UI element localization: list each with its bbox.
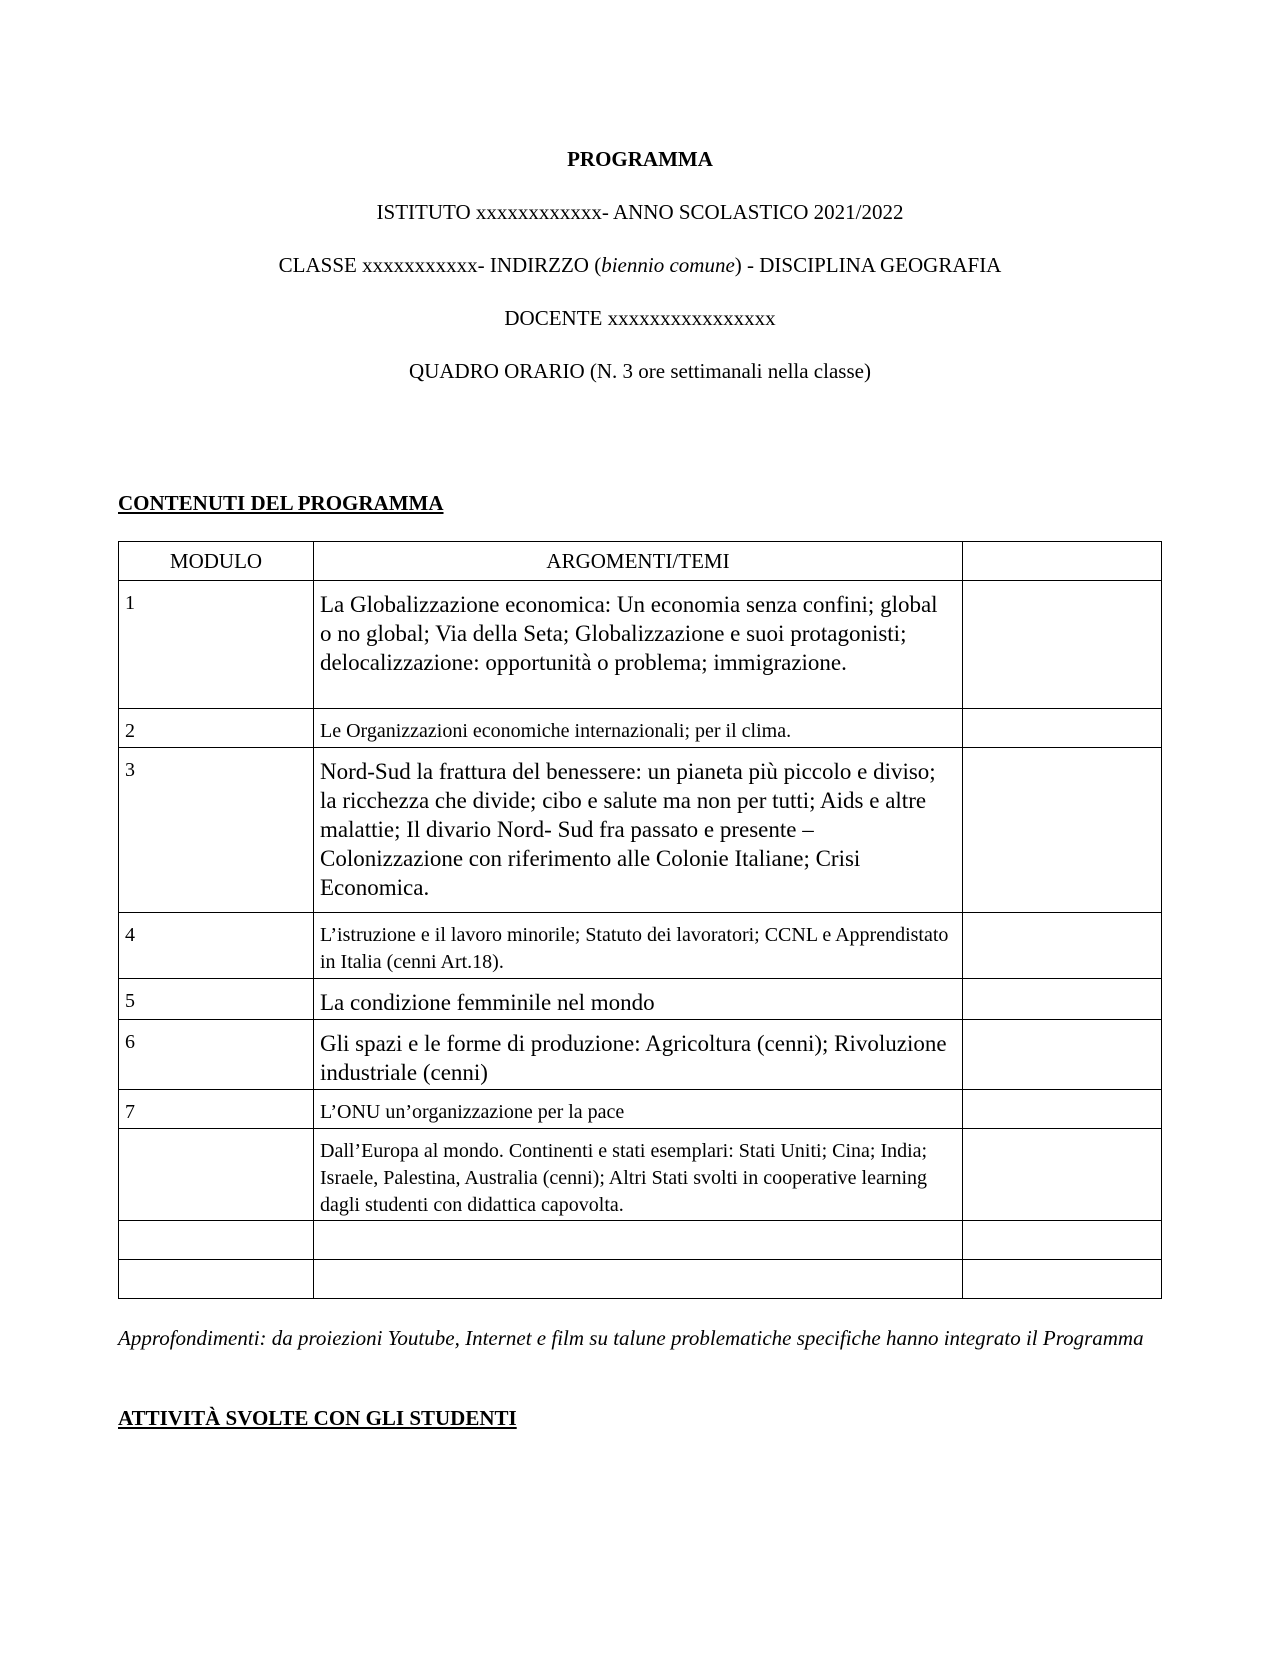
extra-cell — [963, 913, 1162, 979]
modulo-cell: 4 — [119, 913, 314, 979]
argomenti-cell: Gli spazi e le forme di produzione: Agricoltura (cenni); Rivoluzione industriale (cenni) — [314, 1020, 963, 1090]
argomenti-cell — [314, 1260, 963, 1299]
argomenti-cell — [314, 1221, 963, 1260]
modulo-cell: 1 — [119, 581, 314, 709]
table-row — [119, 1260, 1162, 1299]
modulo-cell: 5 — [119, 979, 314, 1020]
table-row — [119, 1020, 1162, 1090]
classe-indirizzo: biennio comune — [601, 253, 735, 277]
program-table — [118, 541, 1162, 1299]
argomenti-cell: L’ONU un’organizzazione per la pace — [314, 1090, 963, 1129]
argomenti-cell: Nord-Sud la frattura del benessere: un pianeta più piccolo e diviso; la ricchezza che divide; cibo e salute ma non per tutti; Aids e altre malattie; Il divario Nord- Sud fra passato e presente – Colonizzazione con riferimento alle Colonie Italiane; Crisi Economica. — [314, 748, 963, 913]
table-row — [119, 709, 1162, 748]
extra-cell — [963, 1020, 1162, 1090]
argomenti-cell: La Globalizzazione economica: Un economia senza confini; global o no global; Via della Seta; Globalizzazione e suoi protagonisti; delocalizzazione: opportunità o problema; immigrazione. — [314, 581, 963, 709]
quadro-orario-line: QUADRO ORARIO (N. 3 ore settimanali nella classe) — [409, 359, 871, 383]
argomenti-cell: Le Organizzazioni economiche internazionali; per il clima. — [314, 709, 963, 748]
document-title: PROGRAMMA — [567, 147, 713, 171]
classe-suffix: ) - DISCIPLINA GEOGRAFIA — [734, 253, 1002, 277]
modulo-cell — [119, 1129, 314, 1221]
extra-cell — [963, 979, 1162, 1020]
approfondimenti-note: Approfondimenti: da proiezioni Youtube, Internet e film su talune problematiche specifiche hanno integrato il Programma — [118, 1326, 1144, 1350]
istituto-line: ISTITUTO xxxxxxxxxxxx- ANNO SCOLASTICO 2021/2022 — [376, 200, 904, 224]
extra-cell — [963, 709, 1162, 748]
extra-cell — [963, 1260, 1162, 1299]
column-header-modulo: MODULO — [119, 542, 314, 581]
table-row — [119, 913, 1162, 979]
table-row — [119, 979, 1162, 1020]
table-row — [119, 581, 1162, 709]
docente-line: DOCENTE xxxxxxxxxxxxxxxx — [504, 306, 776, 330]
classe-prefix: CLASSE xxxxxxxxxxx- INDIRZZO ( — [278, 253, 602, 277]
extra-cell — [963, 1129, 1162, 1221]
extra-cell — [963, 581, 1162, 709]
argomenti-cell: La condizione femminile nel mondo — [314, 979, 963, 1020]
argomenti-cell: Dall’Europa al mondo. Continenti e stati esemplari: Stati Uniti; Cina; India; Israele, Palestina, Australia (cenni); Altri Stati svolti in cooperative learning dagli studenti con didattica capovolta. — [314, 1129, 963, 1221]
attivita-heading: ATTIVITÀ SVOLTE CON GLI STUDENTI — [118, 1406, 517, 1430]
classe-line — [0, 252, 1280, 278]
modulo-cell: 7 — [119, 1090, 314, 1129]
modulo-cell: 3 — [119, 748, 314, 913]
modulo-cell — [119, 1260, 314, 1299]
argomenti-cell: L’istruzione e il lavoro minorile; Statuto dei lavoratori; CCNL e Apprendistato in Italia (cenni Art.18). — [314, 913, 963, 979]
table-row — [119, 1090, 1162, 1129]
contenuti-heading: CONTENUTI DEL PROGRAMMA — [118, 491, 444, 515]
modulo-cell — [119, 1221, 314, 1260]
column-header-argomenti: ARGOMENTI/TEMI — [314, 542, 963, 581]
extra-cell — [963, 1221, 1162, 1260]
modulo-cell: 6 — [119, 1020, 314, 1090]
table-header-row — [119, 542, 1162, 581]
table-row — [119, 1129, 1162, 1221]
modulo-cell: 2 — [119, 709, 314, 748]
column-header-extra — [963, 542, 1162, 581]
table-row — [119, 1221, 1162, 1260]
extra-cell — [963, 1090, 1162, 1129]
extra-cell — [963, 748, 1162, 913]
table-row — [119, 748, 1162, 913]
